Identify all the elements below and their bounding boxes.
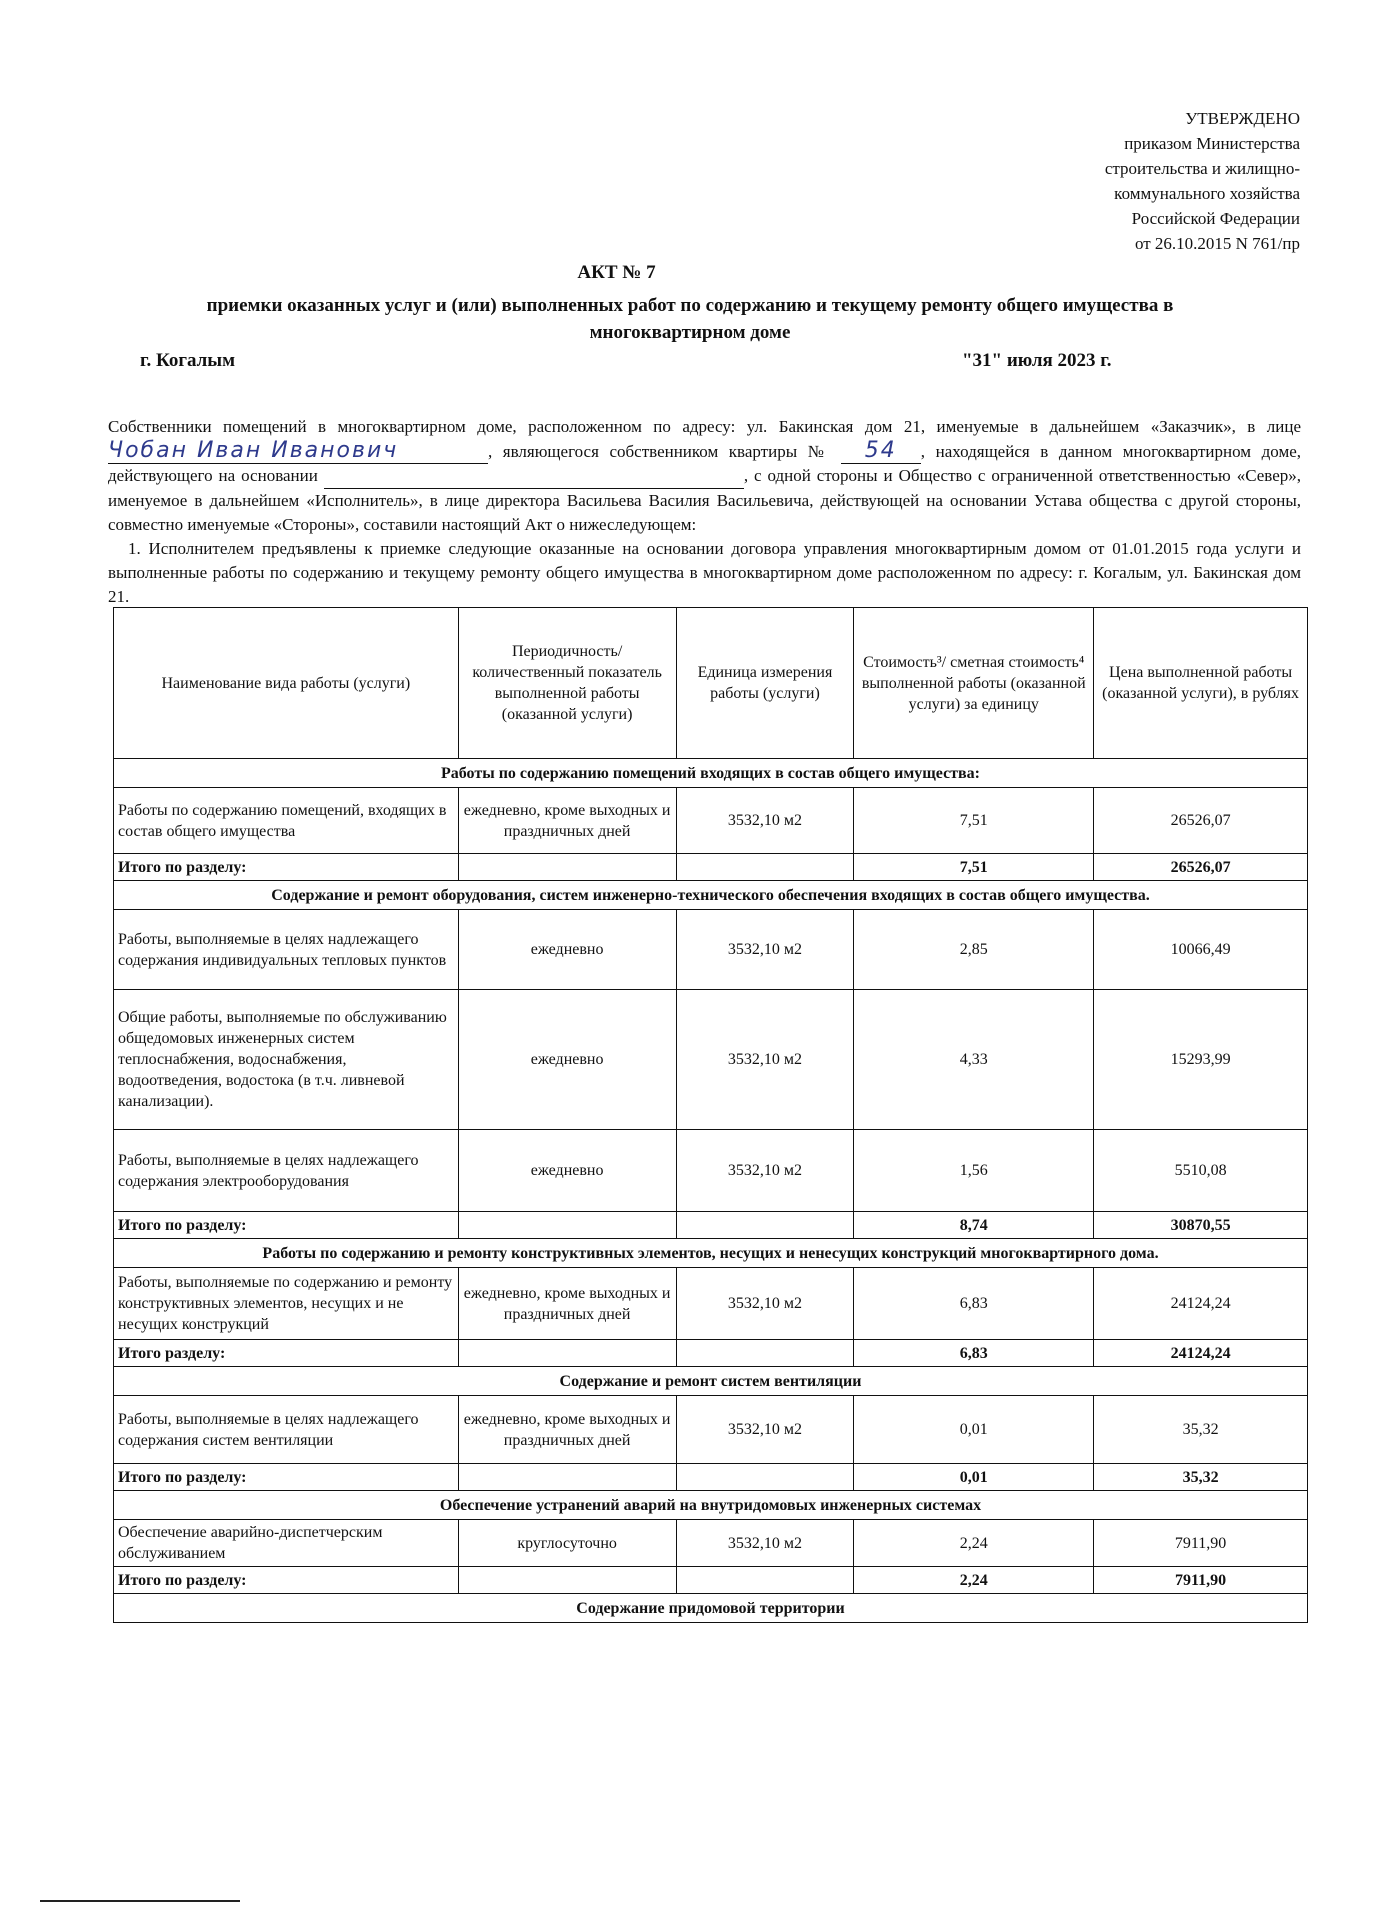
- table-row: [114, 1268, 1308, 1340]
- section-total-row: [114, 854, 1308, 881]
- total-cost: 6,83: [854, 1340, 1094, 1367]
- price-cell: 5510,08: [1094, 1130, 1308, 1212]
- section-title-row: [114, 1491, 1308, 1520]
- unit-cell: 3532,10 м2: [676, 1396, 854, 1464]
- approval-stamp-text: [1000, 106, 1300, 256]
- total-cost: 2,24: [854, 1567, 1094, 1594]
- header-unit: Единица измерения работы (услуги): [676, 608, 854, 759]
- unit-cost-cell: 2,24: [854, 1520, 1094, 1567]
- total-cost: 0,01: [854, 1464, 1094, 1491]
- section-total-row: [114, 1340, 1308, 1367]
- section-title: Содержание и ремонт оборудования, систем инженерно-технического обеспечения входящих в состав общего имущества.: [114, 881, 1308, 910]
- section-title: Содержание и ремонт систем вентиляции: [114, 1367, 1308, 1396]
- table-row: [114, 990, 1308, 1130]
- total-label: Итого по разделу:: [114, 854, 459, 881]
- empty-cell: [458, 1340, 676, 1367]
- empty-cell: [676, 1212, 854, 1239]
- work-name-cell: Работы, выполняемые в целях надлежащего содержания систем вентиляции: [114, 1396, 459, 1464]
- periodicity-cell: ежедневно: [458, 910, 676, 990]
- section-total-row: [114, 1464, 1308, 1491]
- header-price: Цена выполненной работы (оказанной услуги), в рублях: [1094, 608, 1308, 759]
- section-total-row: [114, 1567, 1308, 1594]
- header-work-name: Наименование вида работы (услуги): [114, 608, 459, 759]
- unit-cell: 3532,10 м2: [676, 1268, 854, 1340]
- unit-cell: 3532,10 м2: [676, 1520, 854, 1567]
- total-label: Итого по разделу:: [114, 1464, 459, 1491]
- unit-cell: 3532,10 м2: [676, 788, 854, 854]
- section-title-row: [114, 1367, 1308, 1396]
- act-subtitle: приемки оказанных услуг и (или) выполненных работ по содержанию и текущему ремонту общего имущества в многоквартирном доме: [206, 295, 1174, 343]
- total-price: 26526,07: [1094, 854, 1308, 881]
- table-row: [114, 1396, 1308, 1464]
- price-cell: 24124,24: [1094, 1268, 1308, 1340]
- unit-cost-cell: 4,33: [854, 990, 1094, 1130]
- empty-cell: [458, 854, 676, 881]
- total-price: 35,32: [1094, 1464, 1308, 1491]
- services-table: [113, 607, 1308, 1623]
- basis-blank-line: [324, 464, 744, 489]
- total-label: Итого по разделу:: [114, 1212, 459, 1239]
- unit-cell: 3532,10 м2: [676, 990, 854, 1130]
- unit-cost-cell: 0,01: [854, 1396, 1094, 1464]
- work-name-cell: Работы, выполняемые по содержанию и ремонту конструктивных элементов, несущих и не несущих конструкций: [114, 1268, 459, 1340]
- handwritten-owner-name: Чобан Иван Иванович: [108, 439, 488, 464]
- intro-text-2: , являющегося собственником квартиры №: [488, 442, 831, 461]
- section-title: Работы по содержанию помещений входящих в состав общего имущества:: [114, 759, 1308, 788]
- total-label: Итого по разделу:: [114, 1567, 459, 1594]
- periodicity-cell: ежедневно, кроме выходных и праздничных дней: [458, 788, 676, 854]
- price-cell: 15293,99: [1094, 990, 1308, 1130]
- intro-text-4: , с одной стороны и Общество с ограниченной ответственностью «Север», именуемое в дальнейшем «Исполнитель», в лице директора Васильева Василия Васильевича, действующей на основании Устава общества с другой стороны, совместно именуемые «Стороны», составили настоящий Акт о нижеследующем:: [108, 466, 1302, 534]
- approved-line: приказом Министерства: [1124, 134, 1300, 153]
- section-title-row: [114, 1594, 1308, 1623]
- approved-line: Российской Федерации: [1131, 209, 1300, 228]
- section-title-row: [114, 881, 1308, 910]
- act-title: АКТ № 7: [577, 262, 656, 283]
- unit-cost-cell: 7,51: [854, 788, 1094, 854]
- act-city: г. Когалым: [140, 350, 236, 371]
- section-total-row: [114, 1212, 1308, 1239]
- unit-cost-cell: 1,56: [854, 1130, 1094, 1212]
- table-header-row: [114, 608, 1308, 759]
- approved-line: коммунального хозяйства: [1114, 184, 1300, 203]
- total-price: 7911,90: [1094, 1567, 1308, 1594]
- empty-cell: [458, 1212, 676, 1239]
- bottom-scan-line: [40, 1900, 240, 1902]
- section-title-row: [114, 759, 1308, 788]
- section-title-row: [114, 1239, 1308, 1268]
- section-title: Работы по содержанию и ремонту конструктивных элементов, несущих и ненесущих конструкций многоквартирного дома.: [114, 1239, 1308, 1268]
- price-cell: 35,32: [1094, 1396, 1308, 1464]
- header-unit-cost: Стоимость³/ сметная стоимость⁴ выполненной работы (оказанной услуги) за единицу: [854, 608, 1094, 759]
- work-name-cell: Работы, выполняемые в целях надлежащего содержания индивидуальных тепловых пунктов: [114, 910, 459, 990]
- table-row: [114, 788, 1308, 854]
- price-cell: 26526,07: [1094, 788, 1308, 854]
- header-periodicity: Периодичность/ количественный показатель выполненной работы (оказанной услуги): [458, 608, 676, 759]
- total-price: 24124,24: [1094, 1340, 1308, 1367]
- unit-cost-cell: 2,85: [854, 910, 1094, 990]
- total-price: 30870,55: [1094, 1212, 1308, 1239]
- table-row: [114, 910, 1308, 990]
- price-cell: 7911,90: [1094, 1520, 1308, 1567]
- empty-cell: [676, 1340, 854, 1367]
- intro-paragraph: [108, 415, 1301, 537]
- empty-cell: [676, 1567, 854, 1594]
- periodicity-cell: ежедневно, кроме выходных и праздничных дней: [458, 1268, 676, 1340]
- table-row: [114, 1130, 1308, 1212]
- empty-cell: [676, 1464, 854, 1491]
- section-title: Обеспечение устранений аварий на внутридомовых инженерных системах: [114, 1491, 1308, 1520]
- section-title: Содержание придомовой территории: [114, 1594, 1308, 1623]
- empty-cell: [458, 1464, 676, 1491]
- work-name-cell: Работы, выполняемые в целях надлежащего содержания электрооборудования: [114, 1130, 459, 1212]
- unit-cell: 3532,10 м2: [676, 1130, 854, 1212]
- total-cost: 7,51: [854, 854, 1094, 881]
- intro-text-3: , находящейся в данном многоквартирном доме, действующего на основании: [108, 442, 1302, 485]
- work-name-cell: Обеспечение аварийно-диспетчерским обслуживанием: [114, 1520, 459, 1567]
- empty-cell: [676, 854, 854, 881]
- table-row: [114, 1520, 1308, 1567]
- empty-cell: [458, 1567, 676, 1594]
- approved-line: от 26.10.2015 N 761/пр: [1134, 234, 1300, 253]
- periodicity-cell: ежедневно: [458, 1130, 676, 1212]
- unit-cost-cell: 6,83: [854, 1268, 1094, 1340]
- price-cell: 10066,49: [1094, 910, 1308, 990]
- handwritten-apartment-number: 54: [841, 439, 921, 464]
- approved-line: УТВЕРЖДЕНО: [1185, 109, 1300, 128]
- act-date: "31" июля 2023 г.: [962, 350, 1112, 371]
- total-cost: 8,74: [854, 1212, 1094, 1239]
- intro-text-1: Собственники помещений в многоквартирном доме, расположенном по адресу: ул. Бакинская дом 21, именуемые в дальнейшем «Заказчик», в лице: [108, 417, 1301, 436]
- total-label: Итого разделу:: [114, 1340, 459, 1367]
- item-1-paragraph: 1. Исполнителем предъявлены к приемке следующие оказанные на основании договора управления многоквартирным домом от 01.01.2015 года услуги и выполненные работы по содержанию и текущему ремонту общего имущества в многоквартирном доме расположенном по адресу: г. Когалым, ул. Бакинская дом 21.: [108, 539, 1301, 606]
- work-name-cell: Работы по содержанию помещений, входящих в состав общего имущества: [114, 788, 459, 854]
- unit-cell: 3532,10 м2: [676, 910, 854, 990]
- approved-line: строительства и жилищно-: [1104, 159, 1300, 178]
- work-name-cell: Общие работы, выполняемые по обслуживанию общедомовых инженерных систем теплоснабжения, водоснабжения, водоотведения, водостока (в т.ч. ливневой канализации).: [114, 990, 459, 1130]
- periodicity-cell: ежедневно: [458, 990, 676, 1130]
- periodicity-cell: круглосуточно: [458, 1520, 676, 1567]
- periodicity-cell: ежедневно, кроме выходных и праздничных дней: [458, 1396, 676, 1464]
